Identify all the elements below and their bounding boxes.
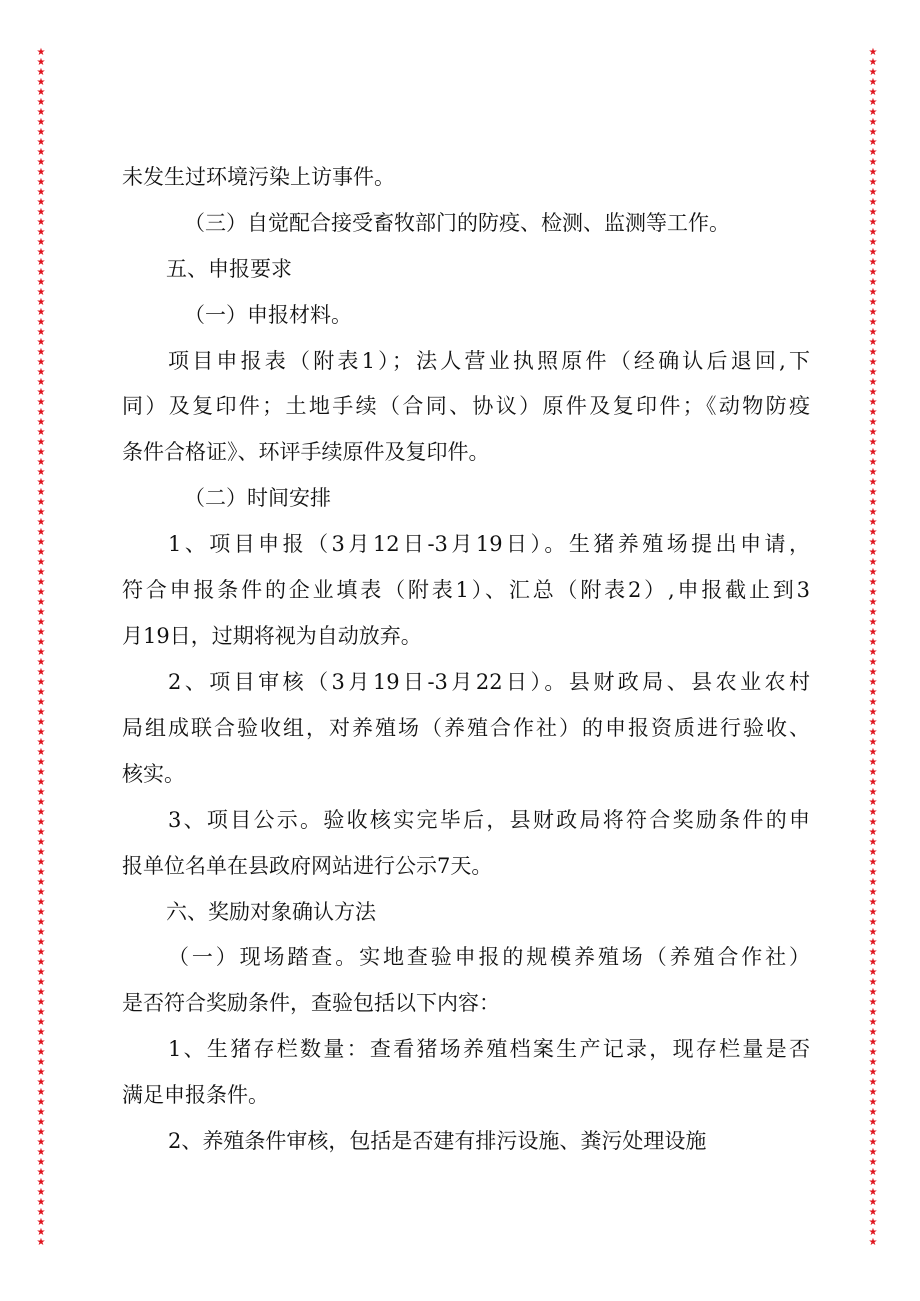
star-icon: ★: [868, 1137, 878, 1148]
star-icon: ★: [36, 857, 46, 868]
star-icon: ★: [36, 147, 46, 158]
star-icon: ★: [868, 837, 878, 848]
star-icon: ★: [868, 1107, 878, 1118]
star-icon: ★: [868, 1227, 878, 1238]
star-icon: ★: [868, 207, 878, 218]
star-icon: ★: [868, 127, 878, 138]
star-icon: ★: [868, 687, 878, 698]
star-icon: ★: [36, 467, 46, 478]
star-icon: ★: [868, 367, 878, 378]
star-icon: ★: [36, 787, 46, 798]
star-icon: ★: [868, 287, 878, 298]
star-icon: ★: [36, 507, 46, 518]
star-icon: ★: [868, 667, 878, 678]
star-icon: ★: [868, 577, 878, 588]
star-icon: ★: [868, 1197, 878, 1208]
star-icon: ★: [868, 107, 878, 118]
star-icon: ★: [36, 657, 46, 668]
star-icon: ★: [868, 167, 878, 178]
star-icon: ★: [868, 587, 878, 598]
star-icon: ★: [36, 987, 46, 998]
star-icon: ★: [36, 1047, 46, 1058]
star-icon: ★: [868, 197, 878, 208]
star-icon: ★: [868, 857, 878, 868]
star-icon: ★: [36, 267, 46, 278]
star-icon: ★: [36, 1197, 46, 1208]
star-icon: ★: [868, 1117, 878, 1128]
paragraph-line: 同）及复印件；土地手续（合同、协议）原件及复印件；《动物防疫: [122, 394, 810, 418]
star-icon: ★: [36, 97, 46, 108]
star-icon: ★: [868, 827, 878, 838]
star-icon: ★: [36, 1117, 46, 1128]
paragraph-line: 符合申报条件的企业填表（附表1）、汇总（附表2）,申报截止到3: [122, 578, 810, 602]
star-icon: ★: [36, 797, 46, 808]
star-icon: ★: [36, 587, 46, 598]
star-icon: ★: [36, 867, 46, 878]
star-icon: ★: [868, 1217, 878, 1228]
star-icon: ★: [868, 707, 878, 718]
star-icon: ★: [36, 727, 46, 738]
paragraph-line: 报单位名单在县政府网站进行公示7天。: [122, 854, 493, 878]
star-icon: ★: [36, 247, 46, 258]
star-icon: ★: [868, 967, 878, 978]
star-icon: ★: [868, 57, 878, 68]
star-icon: ★: [868, 847, 878, 858]
star-icon: ★: [868, 1047, 878, 1058]
star-icon: ★: [36, 777, 46, 788]
star-icon: ★: [868, 1167, 878, 1178]
paragraph-line: 月19日，过期将视为自动放弃。: [122, 624, 422, 648]
star-icon: ★: [868, 987, 878, 998]
star-icon: ★: [36, 757, 46, 768]
star-icon: ★: [36, 277, 46, 288]
star-icon: ★: [36, 847, 46, 858]
star-icon: ★: [36, 117, 46, 128]
star-icon: ★: [868, 867, 878, 878]
star-icon: ★: [36, 287, 46, 298]
star-icon: ★: [36, 717, 46, 728]
star-icon: ★: [868, 377, 878, 388]
star-icon: ★: [868, 997, 878, 1008]
star-icon: ★: [868, 497, 878, 508]
star-icon: ★: [868, 1127, 878, 1138]
paragraph-line: 条件合格证》、环评手续原件及复印件。: [122, 440, 490, 464]
star-icon: ★: [868, 1207, 878, 1218]
star-icon: ★: [868, 87, 878, 98]
star-icon: ★: [36, 227, 46, 238]
star-icon: ★: [36, 1227, 46, 1238]
star-icon: ★: [36, 497, 46, 508]
star-icon: ★: [868, 297, 878, 308]
star-icon: ★: [36, 477, 46, 488]
star-icon: ★: [36, 257, 46, 268]
star-icon: ★: [36, 57, 46, 68]
star-icon: ★: [36, 1147, 46, 1158]
star-icon: ★: [36, 937, 46, 948]
star-icon: ★: [36, 707, 46, 718]
star-icon: ★: [36, 1187, 46, 1198]
star-icon: ★: [868, 507, 878, 518]
star-icon: ★: [36, 547, 46, 558]
star-icon: ★: [868, 97, 878, 108]
star-icon: ★: [36, 297, 46, 308]
star-icon: ★: [36, 1177, 46, 1188]
star-icon: ★: [868, 977, 878, 988]
star-icon: ★: [868, 487, 878, 498]
star-icon: ★: [868, 357, 878, 368]
star-icon: ★: [36, 1087, 46, 1098]
right-star-border: [868, 48, 878, 1248]
paragraph-line: 核实。: [122, 762, 185, 786]
star-icon: ★: [868, 767, 878, 778]
star-icon: ★: [868, 757, 878, 768]
star-icon: ★: [36, 107, 46, 118]
star-icon: ★: [36, 997, 46, 1008]
section-heading: 六、奖励对象确认方法: [166, 900, 376, 924]
star-icon: ★: [36, 917, 46, 928]
star-icon: ★: [868, 777, 878, 788]
star-icon: ★: [36, 307, 46, 318]
star-icon: ★: [868, 787, 878, 798]
star-icon: ★: [868, 737, 878, 748]
star-icon: ★: [868, 1037, 878, 1048]
star-icon: ★: [36, 827, 46, 838]
paragraph-line: 2、养殖条件审核，包括是否建有排污设施、粪污处理设施: [168, 1129, 707, 1153]
star-icon: ★: [36, 977, 46, 988]
paragraph-line: 未发生过环境污染上访事件。: [122, 165, 395, 189]
star-icon: ★: [36, 957, 46, 968]
star-icon: ★: [868, 1077, 878, 1088]
paragraph-line: 3、项目公示。验收核实完毕后，县财政局将符合奖励条件的申: [168, 808, 810, 832]
star-icon: ★: [36, 1077, 46, 1088]
star-icon: ★: [36, 1057, 46, 1068]
star-icon: ★: [36, 1017, 46, 1028]
star-icon: ★: [868, 1097, 878, 1108]
star-icon: ★: [868, 537, 878, 548]
star-icon: ★: [36, 337, 46, 348]
star-icon: ★: [868, 677, 878, 688]
paragraph-line: 满足申报条件。: [122, 1083, 269, 1107]
star-icon: ★: [36, 397, 46, 408]
star-icon: ★: [36, 627, 46, 638]
star-icon: ★: [36, 597, 46, 608]
star-icon: ★: [36, 567, 46, 578]
paragraph-line: 项目申报表（附表1）；法人营业执照原件（经确认后退回,下: [168, 349, 810, 373]
star-icon: ★: [868, 547, 878, 558]
star-icon: ★: [868, 697, 878, 708]
star-icon: ★: [36, 167, 46, 178]
star-icon: ★: [36, 617, 46, 628]
star-icon: ★: [868, 117, 878, 128]
star-icon: ★: [36, 197, 46, 208]
star-icon: ★: [868, 67, 878, 78]
star-icon: ★: [36, 1207, 46, 1218]
star-icon: ★: [868, 387, 878, 398]
star-icon: ★: [36, 437, 46, 448]
star-icon: ★: [36, 1237, 46, 1248]
star-icon: ★: [868, 887, 878, 898]
star-icon: ★: [36, 527, 46, 538]
paragraph-line: 1、项目申报（3月12日-3月19日）。生猪养殖场提出申请，: [168, 532, 810, 556]
star-icon: ★: [868, 177, 878, 188]
star-icon: ★: [868, 187, 878, 198]
star-icon: ★: [36, 1097, 46, 1108]
star-icon: ★: [868, 607, 878, 618]
star-icon: ★: [868, 1187, 878, 1198]
star-icon: ★: [36, 677, 46, 688]
star-icon: ★: [36, 457, 46, 468]
star-icon: ★: [868, 747, 878, 758]
star-icon: ★: [36, 887, 46, 898]
subsection-heading: （一）申报材料。: [184, 303, 352, 327]
section-heading: 五、申报要求: [166, 257, 292, 281]
star-icon: ★: [36, 637, 46, 648]
star-icon: ★: [36, 77, 46, 88]
star-icon: ★: [36, 517, 46, 528]
star-icon: ★: [868, 237, 878, 248]
star-icon: ★: [36, 1167, 46, 1178]
star-icon: ★: [36, 687, 46, 698]
star-icon: ★: [868, 277, 878, 288]
star-icon: ★: [868, 597, 878, 608]
star-icon: ★: [36, 747, 46, 758]
star-icon: ★: [36, 427, 46, 438]
star-icon: ★: [868, 657, 878, 668]
star-icon: ★: [36, 967, 46, 978]
star-icon: ★: [36, 667, 46, 678]
star-icon: ★: [36, 1217, 46, 1228]
paragraph-line: 1、生猪存栏数量：查看猪场养殖档案生产记录，现存栏量是否: [168, 1037, 810, 1061]
paragraph-line: （三）自觉配合接受畜牧部门的防疫、检测、监测等工作。: [184, 211, 730, 235]
star-icon: ★: [868, 937, 878, 948]
star-icon: ★: [36, 907, 46, 918]
star-icon: ★: [868, 317, 878, 328]
star-icon: ★: [868, 257, 878, 268]
star-icon: ★: [36, 1027, 46, 1038]
star-icon: ★: [868, 527, 878, 538]
star-icon: ★: [868, 227, 878, 238]
star-icon: ★: [36, 537, 46, 548]
star-icon: ★: [36, 1067, 46, 1078]
star-icon: ★: [36, 207, 46, 218]
star-icon: ★: [868, 727, 878, 738]
star-icon: ★: [868, 717, 878, 728]
star-icon: ★: [868, 347, 878, 358]
star-icon: ★: [868, 947, 878, 958]
star-icon: ★: [36, 737, 46, 748]
star-icon: ★: [36, 1007, 46, 1018]
star-icon: ★: [36, 177, 46, 188]
subsection-heading: （二）时间安排: [184, 486, 331, 510]
star-icon: ★: [868, 907, 878, 918]
star-icon: ★: [868, 477, 878, 488]
star-icon: ★: [868, 407, 878, 418]
star-icon: ★: [868, 797, 878, 808]
star-icon: ★: [36, 377, 46, 388]
star-icon: ★: [868, 1057, 878, 1068]
star-icon: ★: [868, 927, 878, 938]
left-star-border: [36, 48, 46, 1248]
star-icon: ★: [868, 1237, 878, 1248]
star-icon: ★: [36, 487, 46, 498]
paragraph-line: 是否符合奖励条件，查验包括以下内容：: [122, 991, 500, 1015]
star-icon: ★: [868, 47, 878, 58]
star-icon: ★: [868, 557, 878, 568]
star-icon: ★: [868, 427, 878, 438]
paragraph-line: 2、项目审核（3月19日-3月22日）。县财政局、县农业农村: [168, 670, 810, 694]
paragraph-line: （一）现场踏查。实地查验申报的规模养殖场（养殖合作社）: [168, 945, 810, 969]
star-icon: ★: [868, 807, 878, 818]
star-icon: ★: [868, 397, 878, 408]
star-icon: ★: [36, 1127, 46, 1138]
star-icon: ★: [868, 617, 878, 628]
star-icon: ★: [868, 147, 878, 158]
star-icon: ★: [36, 137, 46, 148]
star-icon: ★: [868, 217, 878, 228]
star-icon: ★: [36, 927, 46, 938]
star-icon: ★: [36, 157, 46, 168]
star-icon: ★: [868, 157, 878, 168]
star-icon: ★: [36, 1107, 46, 1118]
star-icon: ★: [868, 647, 878, 658]
star-icon: ★: [868, 1147, 878, 1158]
star-icon: ★: [868, 517, 878, 528]
star-icon: ★: [868, 1017, 878, 1028]
star-icon: ★: [868, 817, 878, 828]
star-icon: ★: [36, 647, 46, 658]
star-icon: ★: [36, 837, 46, 848]
star-icon: ★: [868, 1087, 878, 1098]
star-icon: ★: [36, 897, 46, 908]
star-icon: ★: [36, 447, 46, 458]
star-icon: ★: [868, 1027, 878, 1038]
star-icon: ★: [36, 237, 46, 248]
star-icon: ★: [868, 637, 878, 648]
star-icon: ★: [868, 247, 878, 258]
star-icon: ★: [36, 807, 46, 818]
star-icon: ★: [36, 217, 46, 228]
star-icon: ★: [868, 417, 878, 428]
star-icon: ★: [868, 467, 878, 478]
star-icon: ★: [868, 1007, 878, 1018]
star-icon: ★: [36, 67, 46, 78]
star-icon: ★: [868, 447, 878, 458]
star-icon: ★: [36, 697, 46, 708]
star-icon: ★: [36, 327, 46, 338]
star-icon: ★: [36, 817, 46, 828]
star-icon: ★: [36, 387, 46, 398]
star-icon: ★: [36, 47, 46, 58]
star-icon: ★: [36, 87, 46, 98]
star-icon: ★: [36, 1137, 46, 1148]
star-icon: ★: [868, 1067, 878, 1078]
star-icon: ★: [36, 1157, 46, 1168]
star-icon: ★: [36, 357, 46, 368]
star-icon: ★: [868, 1157, 878, 1168]
star-icon: ★: [868, 627, 878, 638]
star-icon: ★: [36, 877, 46, 888]
star-icon: ★: [36, 407, 46, 418]
star-icon: ★: [868, 897, 878, 908]
star-icon: ★: [868, 1177, 878, 1188]
star-icon: ★: [868, 567, 878, 578]
star-icon: ★: [36, 347, 46, 358]
star-icon: ★: [868, 337, 878, 348]
star-icon: ★: [868, 77, 878, 88]
star-icon: ★: [36, 767, 46, 778]
star-icon: ★: [868, 457, 878, 468]
star-icon: ★: [36, 417, 46, 428]
paragraph-line: 局组成联合验收组，对养殖场（养殖合作社）的申报资质进行验收、: [122, 716, 810, 740]
star-icon: ★: [36, 557, 46, 568]
star-icon: ★: [36, 607, 46, 618]
star-icon: ★: [36, 187, 46, 198]
star-icon: ★: [868, 877, 878, 888]
star-icon: ★: [36, 947, 46, 958]
star-icon: ★: [868, 137, 878, 148]
star-icon: ★: [868, 327, 878, 338]
star-icon: ★: [868, 957, 878, 968]
star-icon: ★: [36, 577, 46, 588]
star-icon: ★: [868, 267, 878, 278]
star-icon: ★: [36, 367, 46, 378]
star-icon: ★: [868, 917, 878, 928]
star-icon: ★: [36, 1037, 46, 1048]
star-icon: ★: [36, 317, 46, 328]
star-icon: ★: [868, 307, 878, 318]
star-icon: ★: [868, 437, 878, 448]
star-icon: ★: [36, 127, 46, 138]
